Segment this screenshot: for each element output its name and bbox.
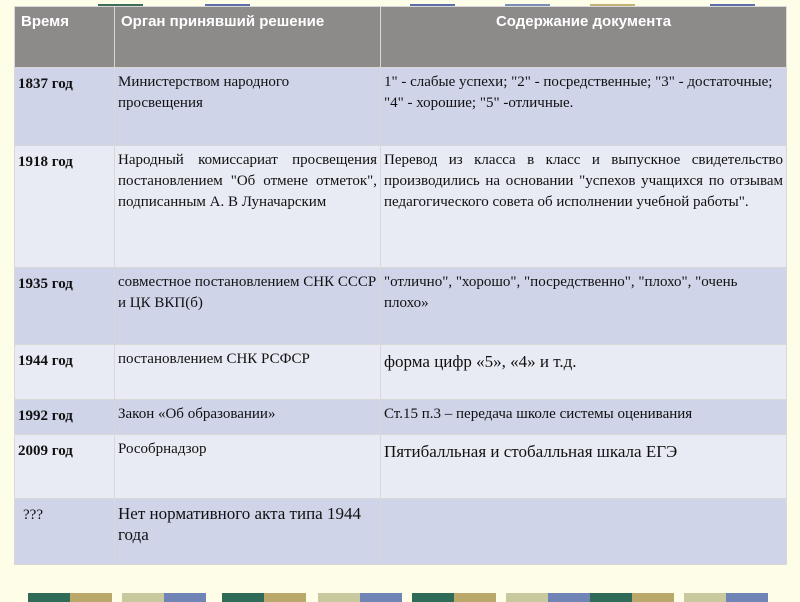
document-table-container: [14, 6, 786, 576]
header-time: Время: [15, 7, 115, 68]
table-row: [15, 68, 787, 146]
table-row: [15, 400, 787, 435]
header-organ: Орган принявший решение: [115, 7, 381, 68]
cell-content: Ст.15 п.3 – передача школе системы оценивания: [381, 400, 787, 435]
table-row: [15, 268, 787, 345]
table-row: [15, 435, 787, 499]
cell-organ: Министерством народного просвещения: [115, 68, 381, 146]
table-row: [15, 146, 787, 268]
cell-year: 1918 год: [15, 146, 115, 268]
cell-year: ???: [15, 499, 115, 565]
cell-content: "отлично", "хорошо", "посредственно", "плохо", "очень плохо»: [381, 268, 787, 345]
cell-content: Перевод из класса в класс и выпускное свидетельство производились на основании "успехов учащихся по отзывам педагогического совета об исполнении учебной работы".: [381, 146, 787, 268]
table-row: [15, 499, 787, 565]
cell-content: [381, 499, 787, 565]
cell-year: 1837 год: [15, 68, 115, 146]
cell-year: 1944 год: [15, 345, 115, 400]
cell-content: форма цифр «5», «4» и т.д.: [381, 345, 787, 400]
cell-content: Пятибалльная и стобалльная шкала ЕГЭ: [381, 435, 787, 499]
cell-organ: совместное постановлением СНК СССР и ЦК ВКП(б): [115, 268, 381, 345]
table-row: [15, 345, 787, 400]
cell-year: 1992 год: [15, 400, 115, 435]
header-content: Содержание документа: [381, 7, 787, 68]
cell-organ: Закон «Об образовании»: [115, 400, 381, 435]
cell-year: 1935 год: [15, 268, 115, 345]
grading-history-table: [14, 6, 787, 565]
table-header-row: [15, 7, 787, 68]
cell-organ: постановлением СНК РСФСР: [115, 345, 381, 400]
bottom-decoration-bar: [0, 590, 800, 602]
cell-organ: Рособрнадзор: [115, 435, 381, 499]
cell-year: 2009 год: [15, 435, 115, 499]
cell-content: 1" - слабые успехи; "2" - посредственные; "3" - достаточные; "4" - хорошие; "5" -отличные.: [381, 68, 787, 146]
cell-organ: Народный комиссариат просвещения постановлением "Об отмене отметок", подписанным А. В Луначарским: [115, 146, 381, 268]
cell-organ: Нет нормативного акта типа 1944 года: [115, 499, 381, 565]
